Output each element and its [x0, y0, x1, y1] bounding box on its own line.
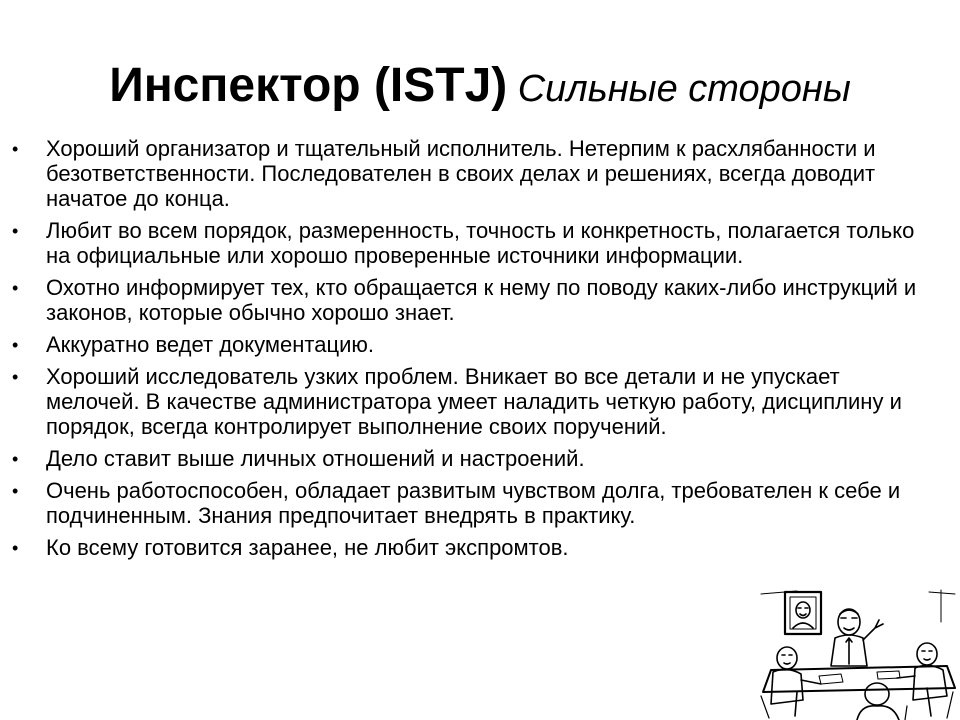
slide-title	[0, 58, 960, 113]
bullet-dot-icon: •	[12, 367, 19, 387]
bullet-list	[0, 136, 960, 567]
bullet-dot-icon: •	[12, 538, 19, 558]
bullet-dot-icon: •	[12, 449, 19, 469]
bullet-item	[0, 535, 960, 560]
bullet-dot-icon: •	[12, 278, 19, 298]
bullet-text: Аккуратно ведет документацию.	[46, 332, 374, 357]
bullet-item	[0, 218, 960, 268]
bullet-dot-icon: •	[12, 335, 19, 355]
title-main: Инспектор (ISTJ)	[109, 59, 508, 112]
bullet-text: Охотно информирует тех, кто обращается к нему по поводу каких-либо инструкций и законов, которые обычно хорошо знает.	[46, 275, 917, 325]
bullet-dot-icon: •	[12, 221, 19, 241]
bullet-item	[0, 478, 960, 528]
bullet-text: Любит во всем порядок, размеренность, точность и конкретность, полагается только на официальные или хорошо проверенные источники информации.	[46, 218, 915, 268]
bullet-text: Очень работоспособен, обладает развитым чувством долга, требователен к себе и подчиненным. Знания предпочитает внедрять в практику.	[46, 478, 901, 528]
bullet-dot-icon: •	[12, 139, 19, 159]
bullet-text: Дело ставит выше личных отношений и настроений.	[46, 446, 585, 471]
bullet-item	[0, 364, 960, 439]
bullet-item	[0, 136, 960, 211]
bullet-text: Ко всему готовится заранее, не любит экспромтов.	[46, 535, 569, 560]
bullet-item	[0, 275, 960, 325]
office-meeting-cartoon	[757, 588, 960, 720]
bullet-dot-icon: •	[12, 481, 19, 501]
title-subtitle: Сильные стороны	[517, 68, 851, 110]
bullet-item	[0, 332, 960, 357]
bullet-text: Хороший организатор и тщательный исполнитель. Нетерпим к расхлябанности и безответственности. Последователен в своих делах и решениях, всегда доводит начатое до конца.	[46, 136, 876, 211]
bullet-item	[0, 446, 960, 471]
bullet-text: Хороший исследователь узких проблем. Вникает во все детали и не упускает мелочей. В качестве администратора умеет наладить четкую работу, дисциплину и порядок, всегда контролирует выполнение своих поручений.	[46, 364, 902, 439]
